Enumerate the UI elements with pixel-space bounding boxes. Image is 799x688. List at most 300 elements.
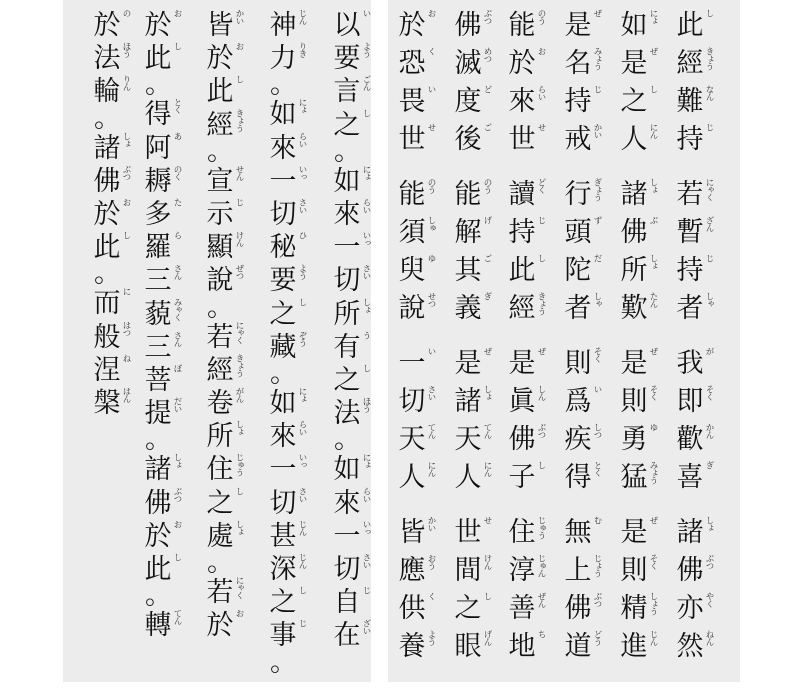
furigana: のく (172, 164, 182, 180)
kanji-cell (398, 253, 436, 289)
kanji-cell (398, 84, 436, 120)
kanji-char: 。 (94, 102, 121, 134)
furigana: にゃく (234, 576, 244, 599)
furigana: さい (361, 264, 371, 280)
kanji-char: 此 (144, 554, 172, 585)
kanji-char: 。 (270, 358, 297, 389)
furigana: けん (482, 554, 492, 569)
kanji-cell (398, 629, 436, 665)
kanji-char: 經 (206, 354, 234, 386)
furigana: ねん (704, 630, 714, 645)
kanji-cell (564, 122, 602, 158)
kanji-cell (333, 164, 371, 200)
kanji-char: 是 (620, 348, 648, 379)
furigana: く (426, 592, 436, 600)
kanji-char: 道 (564, 631, 592, 662)
kanji-char: 持 (564, 86, 592, 117)
furigana: に (121, 287, 131, 295)
furigana: ごん (361, 75, 371, 91)
kanji-char: 卷 (206, 388, 234, 419)
furigana: お (172, 519, 182, 528)
punctuation-mark (269, 646, 307, 688)
kanji-char: 滅 (454, 48, 482, 79)
furigana: やく (704, 592, 714, 607)
kanji-cell (508, 384, 546, 420)
furigana: お (172, 9, 182, 17)
kanji-cell (206, 41, 244, 77)
furigana: じゅう (536, 516, 546, 539)
furigana: しゃ (704, 292, 714, 307)
furigana: さい (297, 198, 307, 213)
kanji-char: 如 (269, 388, 297, 419)
kanji-char: 佛 (564, 593, 592, 624)
furigana: ぜ (648, 516, 658, 524)
kanji-char: 於 (206, 610, 234, 642)
kanji-cell (676, 515, 714, 551)
furigana: じ (234, 198, 244, 206)
kanji-cell (144, 164, 182, 200)
kanji-cell (676, 46, 714, 82)
kanji-cell (508, 422, 546, 458)
kanji-char: 此 (508, 255, 536, 286)
furigana: のう (482, 178, 492, 193)
kanji-cell (508, 346, 546, 382)
furigana: く (426, 47, 436, 55)
kanji-cell (620, 346, 658, 382)
kanji-char: 於 (508, 48, 536, 79)
kanji-char: 則 (620, 555, 648, 586)
kanji-cell (206, 197, 244, 233)
kanji-cell (206, 386, 244, 422)
furigana: しゅ (426, 216, 436, 231)
kanji-char: 上 (564, 555, 592, 586)
kanji-char: 此 (144, 43, 172, 75)
kanji-char: 人 (620, 124, 648, 155)
kanji-cell (508, 253, 546, 289)
furigana: しょ (234, 519, 244, 535)
kanji-char: 如 (620, 10, 648, 41)
kanji-char: 喜 (676, 462, 704, 493)
furigana: ね (121, 353, 131, 362)
furigana: にょ (297, 387, 307, 402)
text-column (269, 0, 307, 682)
kanji-cell (564, 591, 602, 627)
kanji-cell (398, 8, 436, 44)
kanji-char: 人 (454, 462, 482, 493)
furigana: ご (482, 123, 492, 131)
furigana: ぶつ (482, 9, 492, 24)
kanji-char: 淳 (508, 555, 536, 586)
kanji-cell (144, 608, 182, 644)
kanji-cell (676, 346, 714, 382)
furigana: ら (172, 231, 182, 239)
kanji-char: 切 (333, 554, 361, 585)
kanji-char: 暫 (676, 217, 704, 248)
kanji-char: 於 (144, 520, 172, 552)
kanji-cell (333, 452, 371, 488)
kanji-cell (93, 164, 131, 200)
kanji-char: 。 (334, 135, 361, 167)
kanji-char: 者 (564, 293, 592, 324)
kanji-char: 以 (333, 10, 361, 41)
furigana: ぎ (482, 292, 492, 300)
kanji-cell (454, 291, 492, 327)
kanji-char: 來 (333, 487, 361, 519)
kanji-char: 進 (620, 631, 648, 662)
furigana: さい (297, 486, 307, 502)
kanji-cell (333, 585, 371, 621)
kanji-cell (93, 41, 131, 77)
kanji-char: 度 (454, 86, 482, 117)
kanji-char: 養 (398, 631, 426, 662)
kanji-char: 阿 (144, 132, 172, 164)
kanji-cell (269, 452, 307, 488)
furigana: ぜん (536, 592, 546, 607)
kanji-char: 我 (676, 348, 704, 379)
furigana: じょう (592, 554, 602, 577)
furigana: い (426, 347, 436, 355)
furigana: ぜつ (234, 264, 244, 280)
kanji-cell (398, 422, 436, 458)
kanji-char: 住 (508, 517, 536, 548)
kanji-cell (93, 286, 131, 322)
kanji-cell (508, 215, 546, 251)
kanji-char: 輪 (93, 76, 121, 108)
kanji-char: 來 (269, 421, 297, 453)
kanji-cell (564, 291, 602, 327)
kanji-cell (144, 363, 182, 399)
kanji-char: 持 (676, 124, 704, 155)
furigana: ざん (704, 216, 714, 231)
furigana: せん (234, 164, 244, 180)
furigana: ご (482, 254, 492, 262)
kanji-cell (333, 330, 371, 366)
kanji-cell (144, 519, 182, 555)
kanji-cell (144, 230, 182, 266)
kanji-char: 如 (333, 454, 361, 486)
furigana: はつ (121, 320, 131, 336)
furigana: しん (536, 385, 546, 400)
kanji-char: 諸 (454, 386, 482, 417)
furigana: じ (297, 619, 307, 627)
kanji-char: 佛 (508, 424, 536, 455)
kanji-char: 在 (333, 620, 361, 652)
kanji-cell (93, 353, 131, 389)
kanji-char: 讀 (508, 179, 536, 210)
furigana: かん (704, 423, 714, 438)
kanji-cell (398, 177, 436, 213)
kanji-char: 若 (206, 321, 234, 353)
furigana: しゃ (592, 292, 602, 307)
kanji-cell (564, 46, 602, 82)
kanji-char: 藏 (269, 331, 297, 363)
kanji-char: 佛 (620, 217, 648, 248)
furigana: にゃく (704, 178, 714, 201)
furigana: とく (592, 461, 602, 476)
kanji-cell (398, 384, 436, 420)
kanji-char: 之 (333, 365, 361, 396)
kanji-cell (454, 215, 492, 251)
kanji-cell (564, 177, 602, 213)
furigana: ぼ (172, 364, 182, 372)
kanji-cell (454, 8, 492, 44)
kanji-char: 陀 (564, 255, 592, 286)
furigana: ぶ (648, 216, 658, 224)
furigana: ぶつ (536, 423, 546, 438)
kanji-cell (144, 330, 182, 366)
verse-column (508, 0, 546, 682)
furigana: ぜ (648, 47, 658, 55)
kanji-cell (620, 215, 658, 251)
kanji-char: 天 (454, 424, 482, 455)
kanji-cell (454, 122, 492, 158)
furigana: ゆ (648, 423, 658, 431)
kanji-char: 而 (93, 288, 121, 320)
furigana: にん (648, 123, 658, 138)
kanji-char: 於 (93, 10, 121, 41)
kanji-char: 切 (398, 386, 426, 417)
furigana: ぶつ (172, 486, 182, 502)
kanji-cell (454, 553, 492, 589)
furigana: しょう (648, 592, 658, 615)
kanji-cell (398, 122, 436, 158)
kanji-char: 藐 (144, 298, 172, 330)
kanji-char: 解 (454, 217, 482, 248)
kanji-cell (454, 629, 492, 665)
furigana: う (361, 330, 371, 339)
furigana: しょ (121, 131, 131, 147)
kanji-cell (333, 486, 371, 522)
kanji-char: 耨 (144, 165, 172, 197)
kanji-char: 然 (676, 631, 704, 662)
kanji-char: 是 (454, 348, 482, 379)
kanji-char: 者 (676, 293, 704, 324)
kanji-cell (508, 460, 546, 496)
text-column (206, 0, 244, 682)
kanji-char: 。 (207, 135, 234, 167)
furigana: にょ (297, 98, 307, 114)
furigana: じ (704, 254, 714, 262)
kanji-char: 得 (144, 99, 172, 131)
kanji-cell (564, 515, 602, 551)
kanji-char: 於 (398, 10, 426, 41)
kanji-cell (398, 553, 436, 589)
kanji-char: 。 (270, 646, 297, 678)
furigana: ひ (297, 231, 307, 239)
kanji-char: 多 (144, 199, 172, 230)
kanji-cell (620, 553, 658, 589)
kanji-cell (269, 585, 307, 621)
furigana: にょ (648, 9, 658, 24)
furigana: し (361, 364, 371, 372)
kanji-cell (398, 215, 436, 251)
furigana: どう (592, 630, 602, 645)
kanji-char: 世 (454, 517, 482, 548)
kanji-cell (620, 253, 658, 289)
kanji-char: 所 (620, 255, 648, 286)
kanji-char: 名 (564, 48, 592, 79)
kanji-cell (454, 46, 492, 82)
furigana: おう (426, 554, 436, 569)
kanji-cell (398, 291, 436, 327)
kanji-char: 一 (333, 232, 361, 264)
furigana: せ (482, 516, 492, 524)
furigana: そく (648, 385, 658, 400)
kanji-cell (564, 384, 602, 420)
kanji-char: 行 (564, 179, 592, 210)
kanji-char: 間 (454, 555, 482, 586)
furigana: ぎ (704, 461, 714, 469)
kanji-cell (398, 46, 436, 82)
kanji-char: 即 (676, 386, 704, 417)
kanji-char: 供 (398, 593, 426, 624)
furigana: し (482, 592, 492, 600)
kanji-cell (508, 177, 546, 213)
furigana: どく (536, 178, 546, 193)
kanji-cell (398, 591, 436, 627)
kanji-cell (333, 41, 371, 77)
kanji-cell (398, 460, 436, 496)
furigana: かい (592, 123, 602, 138)
kanji-cell (93, 320, 131, 356)
kanji-char: 戒 (564, 124, 592, 155)
kanji-char: 。 (145, 424, 172, 456)
furigana: かい (426, 516, 436, 531)
kanji-char: 於 (144, 10, 172, 41)
kanji-cell (620, 46, 658, 82)
kanji-cell (454, 384, 492, 420)
kanji-char: 若 (676, 179, 704, 210)
kanji-char: 般 (93, 321, 121, 353)
kanji-cell (206, 230, 244, 266)
furigana: し (172, 553, 182, 561)
kanji-char: 來 (508, 86, 536, 117)
kanji-char: 一 (398, 348, 426, 379)
kanji-char: 畏 (398, 86, 426, 117)
kanji-cell (206, 419, 244, 455)
furigana: とく (172, 98, 182, 114)
furigana: じゅん (536, 554, 546, 577)
furigana: ぜ (482, 347, 492, 355)
furigana: きょう (704, 47, 714, 70)
kanji-cell (144, 197, 182, 233)
kanji-cell (333, 197, 371, 233)
furigana: い (592, 385, 602, 393)
furigana: にょ (361, 453, 371, 469)
kanji-cell (454, 84, 492, 120)
furigana: さい (361, 553, 371, 568)
furigana: はん (121, 387, 131, 402)
kanji-char: 佛 (144, 487, 172, 519)
kanji-cell (508, 291, 546, 327)
kanji-char: 顯 (206, 232, 234, 264)
kanji-char: 猛 (620, 462, 648, 493)
kanji-char: 能 (398, 179, 426, 210)
furigana: よう (297, 264, 307, 280)
kanji-char: 是 (564, 10, 592, 41)
kanji-cell (564, 553, 602, 589)
furigana: しょ (648, 254, 658, 269)
furigana: せつ (426, 292, 436, 307)
kanji-char: 經 (508, 293, 536, 324)
furigana: が (704, 347, 714, 355)
kanji-char: 地 (508, 631, 536, 662)
kanji-char: 善 (508, 593, 536, 624)
kanji-char: 諸 (676, 517, 704, 548)
kanji-char: 之 (333, 109, 361, 141)
kanji-cell (676, 629, 714, 665)
kanji-char: 一 (269, 454, 297, 486)
kanji-char: 歎 (620, 293, 648, 324)
furigana: お (234, 609, 244, 617)
kanji-char: 。 (94, 258, 121, 290)
furigana: だい (172, 397, 182, 413)
furigana: し (648, 85, 658, 93)
kanji-char: 世 (508, 124, 536, 155)
furigana: た (172, 198, 182, 206)
furigana: みゃく (172, 297, 182, 321)
kanji-char: 則 (564, 348, 592, 379)
furigana: いっ (361, 519, 371, 535)
kanji-char: 經 (206, 109, 234, 141)
furigana: りん (121, 75, 131, 91)
furigana: む (592, 516, 602, 524)
kanji-cell (269, 386, 307, 422)
kanji-cell (676, 422, 714, 458)
kanji-cell (508, 84, 546, 120)
text-column (93, 0, 131, 682)
kanji-char: 諸 (620, 179, 648, 210)
kanji-char: 說 (206, 265, 234, 297)
kanji-cell (93, 197, 131, 233)
furigana: てん (172, 609, 182, 625)
furigana: よう (426, 630, 436, 645)
kanji-char: 要 (333, 43, 361, 75)
furigana: さい (426, 385, 436, 400)
kanji-char: 佛 (454, 10, 482, 41)
kanji-cell (676, 84, 714, 120)
kanji-char: 宣 (206, 165, 234, 197)
furigana: かい (234, 9, 244, 24)
kanji-cell (564, 629, 602, 665)
kanji-char: 皆 (398, 517, 426, 548)
kanji-cell (508, 629, 546, 665)
furigana: のう (536, 9, 546, 24)
kanji-cell (564, 253, 602, 289)
furigana: そく (704, 385, 714, 400)
verse-column (398, 0, 436, 682)
kanji-cell (398, 515, 436, 551)
furigana: てん (482, 423, 492, 438)
kanji-cell (269, 8, 307, 44)
furigana: し (536, 254, 546, 262)
furigana: し (704, 9, 714, 17)
furigana: けん (234, 231, 244, 247)
verse-column (454, 0, 492, 682)
furigana: じゅう (234, 453, 244, 476)
kanji-char: 深 (269, 554, 297, 585)
furigana: せ (426, 123, 436, 131)
kanji-char: 疾 (564, 424, 592, 455)
furigana: きょう (536, 292, 546, 315)
kanji-cell (333, 363, 371, 399)
kanji-char: 一 (269, 165, 297, 197)
kanji-char: 事 (269, 620, 297, 652)
furigana: しょ (172, 453, 182, 469)
kanji-cell (620, 177, 658, 213)
kanji-cell (333, 74, 371, 110)
kanji-char: 秘 (269, 232, 297, 264)
